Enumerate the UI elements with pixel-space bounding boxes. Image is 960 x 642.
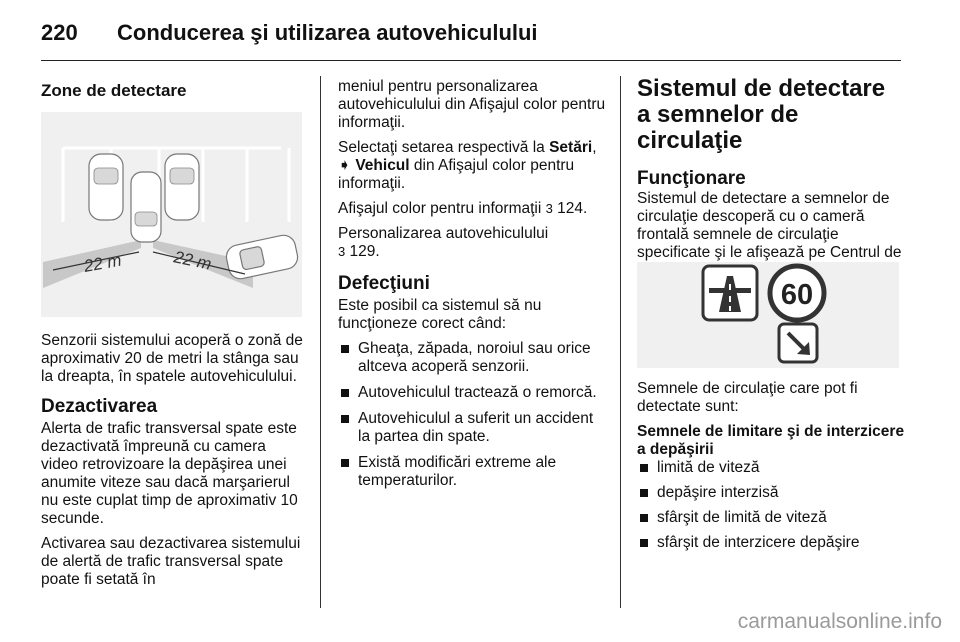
list-item: Autovehiculul tractează o remorcă.: [338, 384, 608, 402]
display-ref-page: 124.: [557, 200, 588, 217]
speed-limit-value: 60: [780, 279, 814, 311]
page-ref-icon: 3: [338, 244, 346, 259]
header-rule: [41, 60, 901, 61]
section-title-sign-detection: Sistemul de detectare a semnelor de circulaţie: [637, 75, 886, 154]
page-ref-icon: 3: [545, 201, 553, 216]
highway-sign-icon: [703, 266, 757, 320]
sign-types-list: [637, 459, 905, 552]
defects-list: [338, 340, 608, 490]
heading-limit-signs: Semnele de limitare şi de interzicere a depăşirii: [637, 423, 905, 458]
list-item: Există modificări extreme ale temperaturilor.: [338, 454, 608, 490]
heading-deactivation: Dezactivarea: [41, 396, 158, 417]
speed-limit-sign-icon: [770, 266, 824, 320]
activation-paragraph: Activarea sau dezactivarea sistemului de alertă de trafic transversal spate poate fi setată în: [41, 535, 301, 588]
heading-defects: Defecţiuni: [338, 273, 430, 294]
display-ref-paragraph: [338, 200, 608, 218]
personalization-ref-paragraph: [338, 225, 608, 261]
menu-paragraph: meniul pentru personalizarea autovehiculului din Afişajul color pentru informaţii.: [338, 78, 606, 131]
settings-keyword: Setări: [549, 139, 593, 156]
personalization-ref-text: Personalizarea autovehiculului: [338, 225, 549, 242]
column-2: [338, 78, 608, 498]
defects-intro: Este posibil ca sistemul să nu funcţioneze corect când:: [338, 297, 542, 332]
traffic-signs-figure: [637, 262, 899, 368]
list-item: depăşire interzisă: [637, 484, 905, 502]
list-item: Autovehiculul a suferit un accident la partea din spate.: [338, 410, 608, 446]
distance-label-left: 22 m: [82, 250, 123, 276]
column-divider-2: [620, 76, 621, 608]
heading-function: Funcţionare: [637, 168, 746, 189]
list-item: Gheaţa, zăpada, noroiul sau orice altceva acoperă senzorii.: [338, 340, 608, 376]
column-1: [41, 80, 305, 104]
column-divider-1: [320, 76, 321, 608]
list-item: sfârşit de limită de viteză: [637, 509, 905, 527]
detection-zones-figure: [41, 112, 302, 317]
column-3-text: [637, 380, 905, 559]
traffic-signs: [637, 262, 899, 368]
settings-paragraph: [338, 139, 608, 193]
deactivation-paragraph: Alerta de trafic transversal spate este dezactivată împreună cu camera video retrovizoare la depăşirea unei anumite viteze sau dacă marşarierul nu este cuplat timp de aproximativ 10 secunde.: [41, 420, 298, 527]
section-title-detection-zones: Zone de detectare: [41, 81, 187, 100]
detection-zone-paragraph: Senzorii sistemului acoperă o zonă de aproximativ 20 de metri la stânga sau la dreapta, în spatele autovehiculului.: [41, 332, 303, 385]
personalization-ref-page: 129.: [349, 243, 380, 260]
function-paragraph: Sistemul de detectare a semnelor de circulaţie descoperă cu o cameră frontală semnele de circulaţie specificate şi le afişează pe Centrul de: [637, 190, 902, 261]
end-restriction-arrow-sign-icon: [779, 324, 817, 362]
settings-text-pre: Selectaţi setarea respectivă la: [338, 139, 550, 156]
parking-diagram: [41, 112, 302, 317]
column-1-text: [41, 332, 305, 596]
detectable-signs-paragraph: Semnele de circulaţie care pot fi detectate sunt:: [637, 380, 858, 415]
menu-arrow-icon: ➧: [338, 157, 351, 174]
watermark: carmanualsonline.info: [737, 610, 942, 633]
settings-text-post: din Afişajul color pentru informaţii.: [338, 157, 575, 192]
page-title: Conducerea şi utilizarea autovehiculului: [117, 20, 538, 45]
settings-comma: ,: [592, 139, 597, 156]
display-ref-text: Afişajul color pentru informaţii: [338, 200, 546, 217]
distance-label-right: 22 m: [172, 247, 214, 274]
page-number: 220: [41, 20, 78, 45]
list-item: sfârşit de interzicere depăşire: [637, 534, 905, 552]
column-3: [637, 76, 905, 287]
vehicle-keyword: Vehicul: [355, 157, 410, 174]
list-item: limită de viteză: [637, 459, 905, 477]
page-header: [41, 18, 901, 50]
